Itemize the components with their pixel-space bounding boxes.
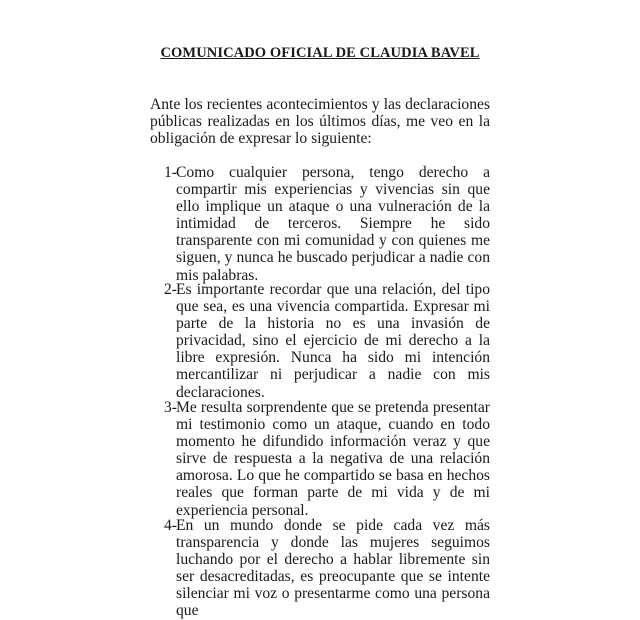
item-number: 3-: [164, 399, 177, 416]
item-text: En un mundo donde se pide cada vez más transparencia y donde las mujeres seguimos luchando por el derecho a hablar libremente sin ser desacreditadas, es preocupante que se intente silenciar mi voz o presentarme como una persona que: [176, 517, 490, 620]
list-item: [164, 399, 490, 519]
intro-paragraph: Ante los recientes acontecimientos y las declaraciones públicas realizadas en los últimos días, me veo en la obligación de expresar lo siguiente:: [150, 96, 490, 148]
item-text: Como cualquier persona, tengo derecho a compartir mis experiencias y vivencias sin que ello implique un ataque o una vulneración de la intimidad de terceros. Siempre he sido transparente con mi comunidad y con quienes me siguen, y nunca he buscado perjudicar a nadie con mis palabras.: [176, 164, 490, 284]
item-number: 2-: [164, 281, 177, 298]
list-item: [164, 517, 490, 620]
item-number: 4-: [164, 517, 177, 534]
item-number: 1-: [164, 164, 177, 181]
item-text: Es importante recordar que una relación, del tipo que sea, es una vivencia compartida. Expresar mi parte de la historia no es una invasión de privacidad, sino el ejercicio de mi derecho a la libre expresión. Nunca ha sido mi intención mercantilizar ni perjudicar a nadie con mis declaraciones.: [176, 281, 490, 401]
list-item: [164, 164, 490, 284]
document-title: COMUNICADO OFICIAL DE CLAUDIA BAVEL: [160, 45, 480, 61]
list-item: [164, 281, 490, 401]
item-text: Me resulta sorprendente que se pretenda presentar mi testimonio como un ataque, cuando en todo momento he difundido información veraz y que sirve de respuesta a la negativa de una relación amorosa. Lo que he compartido se basa en hechos reales que forman parte de mi vida y de mi experiencia personal.: [176, 399, 490, 519]
